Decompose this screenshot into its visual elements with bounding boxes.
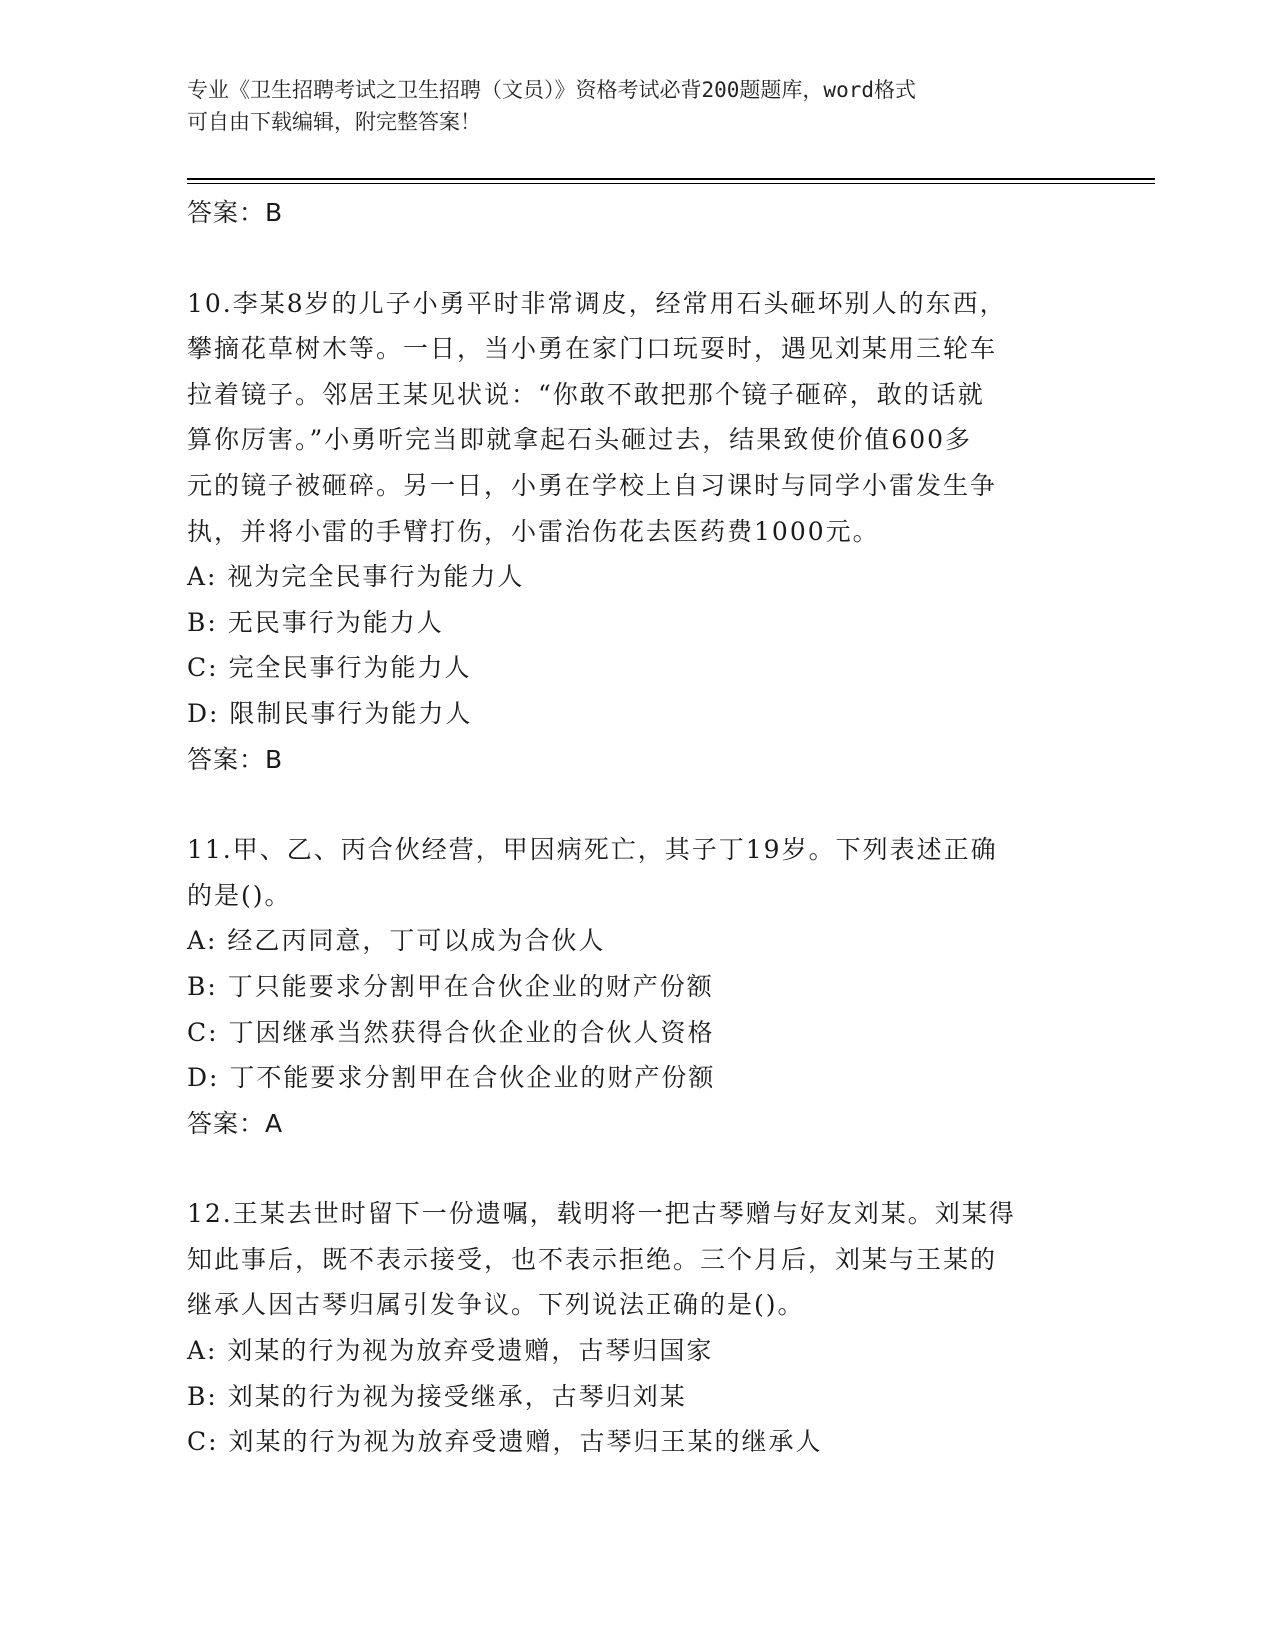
- option-d: D: 丁不能要求分割甲在合伙企业的财产份额: [187, 1063, 716, 1093]
- question-text: 12.王某去世时留下一份遗嘱，载明将一把古琴赠与好友刘某。刘某得: [187, 1199, 1016, 1229]
- option-a: A: 视为完全民事行为能力人: [187, 562, 525, 592]
- question-text: 继承人因古琴归属引发争议。下列说法正确的是()。: [187, 1290, 805, 1320]
- question-text: 知此事后，既不表示接受，也不表示拒绝。三个月后，刘某与王某的: [187, 1244, 998, 1274]
- header-line-1: 专业《卫生招聘考试之卫生招聘（文员）》资格考试必背200题题库，word格式: [187, 78, 916, 102]
- option-a: A: 刘某的行为视为放弃受遗赠，古琴归国家: [187, 1336, 714, 1366]
- question-12: [187, 1191, 1087, 1465]
- question-text: 攀摘花草树木等。一日，当小勇在家门口玩耍时，遇见刘某用三轮车: [187, 334, 998, 364]
- option-c: C: 丁因继承当然获得合伙企业的合伙人资格: [187, 1017, 715, 1047]
- page-header: [187, 74, 1087, 138]
- question-text: 执，并将小雷的手臂打伤，小雷治伤花去医药费1000元。: [187, 516, 880, 546]
- question-text: 10.李某8岁的儿子小勇平时非常调皮，经常用石头砸坏别人的东西，: [187, 288, 1007, 318]
- option-a: A: 经乙丙同意，丁可以成为合伙人: [187, 926, 606, 956]
- question-text: 元的镜子被砸碎。另一日，小勇在学校上自习课时与同学小雷发生争: [187, 470, 998, 500]
- header-rule: [187, 178, 1155, 180]
- option-b: B: 无民事行为能力人: [187, 607, 444, 637]
- question-11: [187, 827, 1087, 1146]
- question-text: 算你厉害。”小勇听完当即就拿起石头砸过去，结果致使价值600多: [187, 425, 973, 455]
- option-c: C: 刘某的行为视为放弃受遗赠，古琴归王某的继承人: [187, 1427, 823, 1457]
- question-10: [187, 281, 1087, 783]
- header-line-2: 可自由下载编辑，附完整答案！: [187, 110, 481, 134]
- option-c: C: 完全民事行为能力人: [187, 653, 472, 683]
- option-b: B: 丁只能要求分割甲在合伙企业的财产份额: [187, 971, 714, 1001]
- option-d: D: 限制民事行为能力人: [187, 698, 473, 728]
- answer-line: 答案：A: [187, 1108, 284, 1138]
- header-rule-thin: [187, 183, 1155, 184]
- question-text: 11.甲、乙、丙合伙经营，甲因病死亡，其子丁19岁。下列表述正确: [187, 835, 998, 865]
- answer-line: 答案：B: [187, 744, 284, 774]
- option-b: B: 刘某的行为视为接受继承，古琴归刘某: [187, 1381, 687, 1411]
- document-body: [187, 190, 1087, 1465]
- answer-line: 答案：B: [187, 198, 284, 227]
- question-text: 拉着镜子。邻居王某见状说：“你敢不敢把那个镜子砸碎，敢的话就: [187, 379, 985, 409]
- question-text: 的是()。: [187, 880, 292, 910]
